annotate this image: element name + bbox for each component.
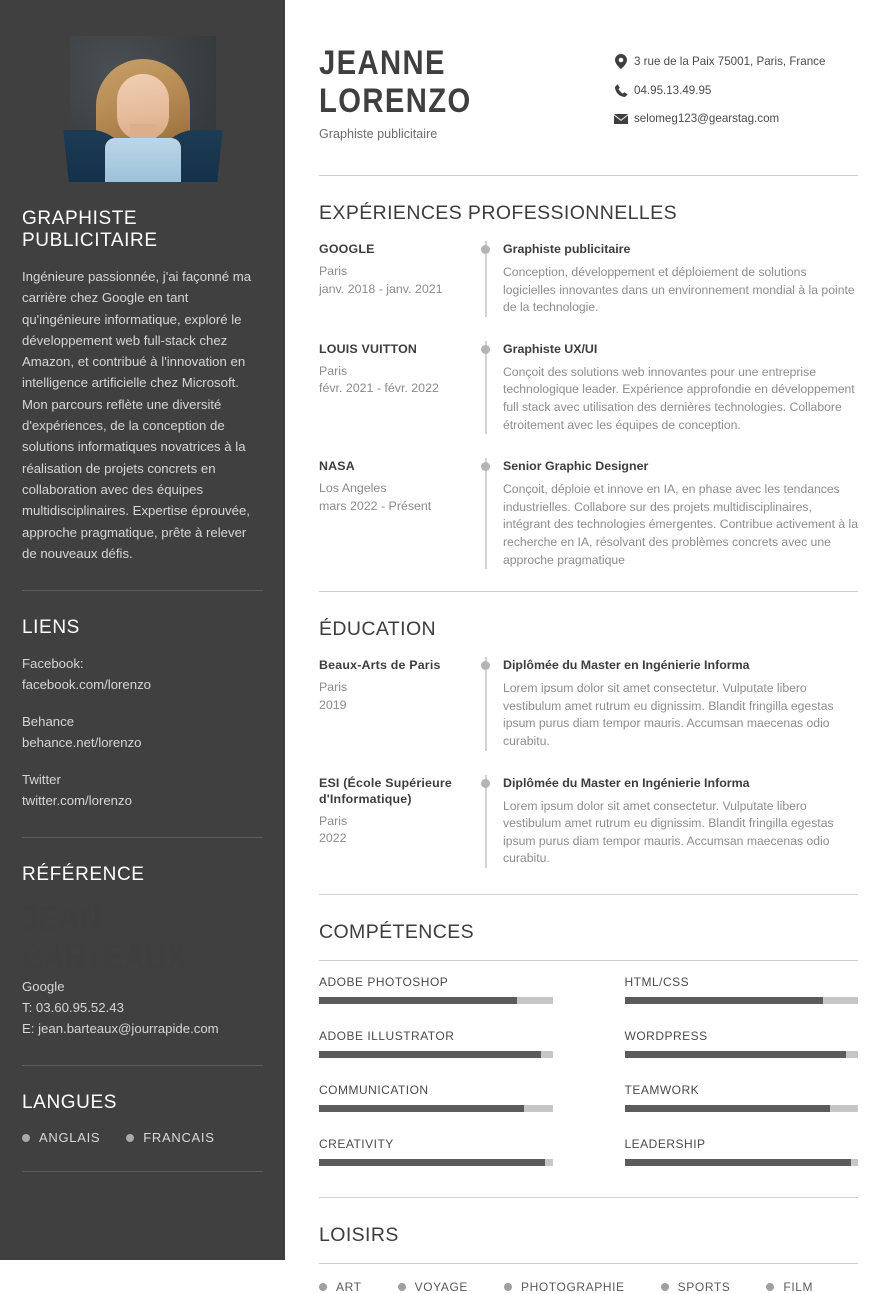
- experience-title: EXPÉRIENCES PROFESSIONNELLES: [319, 202, 677, 224]
- languages-list: [22, 1128, 263, 1145]
- experience-org: LOUIS VUITTON: [319, 341, 418, 356]
- reference-name: JEAN BARTEAUX: [22, 900, 187, 977]
- language-item: [22, 1130, 100, 1145]
- education-section: [319, 592, 858, 868]
- hobby-label: FILM: [783, 1279, 814, 1294]
- contact-address: 3 rue de la Paix 75001, Paris, France: [634, 55, 826, 68]
- contact-email: selomeg123@gearstag.com: [634, 112, 780, 125]
- skill-bar-fill: [319, 1051, 541, 1058]
- skill-bar-track: [625, 1159, 859, 1166]
- experience-city: Paris: [319, 363, 348, 378]
- experience-city: Los Angeles: [319, 481, 387, 496]
- education-org: ESI (École Supérieure d'Informatique): [319, 775, 452, 806]
- link-label: Facebook:: [22, 656, 84, 672]
- reference-company: Google: [22, 979, 65, 995]
- experience-role: Graphiste UX/UI: [503, 341, 598, 356]
- skill-bar-fill: [319, 1105, 524, 1112]
- skills-column-right: [625, 975, 859, 1191]
- timeline-marker: [471, 657, 501, 750]
- skill-item: [625, 1029, 859, 1058]
- skill-label: CREATIVITY: [319, 1136, 394, 1151]
- skill-item: [319, 1083, 553, 1112]
- link-item[interactable]: [22, 769, 263, 811]
- skill-label: TEAMWORK: [624, 1082, 700, 1097]
- hobby-item: [766, 1280, 813, 1294]
- experience-item: [319, 458, 858, 569]
- experience-dates: mars 2022 - Présent: [319, 498, 432, 513]
- contact-row-phone: [608, 84, 858, 97]
- experience-desc: Conception, développement et déploiement de solutions logicielles innovantes dans un environnement mondial à la pointe de la technologie.: [503, 265, 855, 315]
- timeline-marker: [471, 241, 501, 317]
- bullet-dot-icon: [766, 1283, 774, 1291]
- hobbies-list: [319, 1264, 858, 1294]
- link-value: twitter.com/lorenzo: [22, 793, 132, 809]
- skill-item: [625, 1137, 859, 1166]
- education-degree: Diplômée du Master en Ingénierie Informa: [503, 658, 750, 673]
- education-left: [319, 775, 471, 868]
- reference-email: E: jean.barteaux@jourrapide.com: [22, 1021, 219, 1037]
- hobby-item: [661, 1280, 731, 1294]
- contact-phone: 04.95.13.49.95: [634, 84, 712, 97]
- hobby-item: [398, 1280, 468, 1294]
- skill-bar-track: [319, 1051, 553, 1058]
- skill-bar-track: [319, 1159, 553, 1166]
- skill-bar-fill: [625, 1051, 847, 1058]
- link-item[interactable]: [22, 711, 263, 753]
- hobby-label: SPORTS: [677, 1279, 731, 1294]
- reference-phone: T: 03.60.95.52.43: [22, 1000, 124, 1016]
- experience-right: [501, 341, 858, 434]
- main-content: [285, 0, 894, 1294]
- experience-dates: févr. 2021 - févr. 2022: [319, 381, 439, 396]
- experience-role: Graphiste publicitaire: [503, 242, 631, 256]
- link-item[interactable]: [22, 653, 263, 695]
- experience-left: [319, 458, 471, 569]
- skill-label: HTML/CSS: [624, 974, 690, 989]
- skill-bar-track: [319, 1105, 553, 1112]
- education-city: Paris: [319, 813, 348, 828]
- hobbies-title: LOISIRS: [319, 1223, 399, 1246]
- contact-list: [608, 44, 858, 141]
- education-title: ÉDUCATION: [319, 618, 436, 641]
- reference-section: [22, 838, 263, 1039]
- skill-bar-fill: [625, 1105, 830, 1112]
- bullet-dot-icon: [398, 1283, 406, 1291]
- timeline-dot-icon: [481, 345, 490, 354]
- skill-bar-fill: [319, 997, 517, 1004]
- skill-label: ADOBE ILLUSTRATOR: [319, 1028, 455, 1043]
- education-right: [501, 657, 858, 750]
- skill-label: ADOBE PHOTOSHOP: [319, 974, 449, 989]
- languages-section: [22, 1066, 263, 1145]
- experience-item: [319, 241, 858, 317]
- timeline-marker: [471, 458, 501, 569]
- bullet-dot-icon: [319, 1283, 327, 1291]
- sidebar: [0, 0, 285, 1260]
- link-label: Behance: [22, 714, 75, 730]
- timeline-line: [485, 775, 487, 868]
- experience-right: [501, 241, 858, 317]
- experience-org: GOOGLE: [319, 242, 375, 256]
- skill-bar-fill: [319, 1159, 545, 1166]
- skills-grid: [319, 961, 858, 1191]
- link-value: behance.net/lorenzo: [22, 735, 142, 751]
- education-city: Paris: [319, 680, 348, 695]
- language-label: ANGLAIS: [39, 1130, 101, 1146]
- name-block: [319, 44, 496, 141]
- sidebar-divider-4: [22, 1171, 263, 1172]
- experience-org: NASA: [319, 459, 355, 474]
- skill-bar-track: [625, 1105, 859, 1112]
- education-item: [319, 657, 858, 750]
- reference-title: RÉFÉRENCE: [22, 864, 145, 886]
- experience-right: [501, 458, 858, 569]
- education-org: Beaux-Arts de Paris: [319, 658, 441, 673]
- timeline-line: [485, 458, 487, 569]
- skills-column-left: [319, 975, 553, 1191]
- bullet-dot-icon: [504, 1283, 512, 1291]
- phone-icon: [608, 84, 634, 97]
- skills-title: COMPÉTENCES: [319, 920, 475, 943]
- timeline-line: [485, 341, 487, 434]
- language-label: FRANCAIS: [143, 1130, 215, 1146]
- location-pin-icon: [608, 54, 634, 69]
- link-value: facebook.com/lorenzo: [22, 677, 152, 693]
- profile-text: Ingénieure passionnée, j'ai façonné ma carrière chez Google en tant qu'ingénieure informatique, exploré le développement web full-stack chez Amazon, et contribué à l'innovation en intelligence artificielle chez Microsoft. Mon parcours reflète une diversité d'expériences, de la conception de solutions informatiques novatrices à la réalisation de projets concrets en collaboration avec des équipes multidisciplinaires. Expertise éprouvée, approche pragmatique, prête à relever de nouveaux défis.: [22, 269, 252, 561]
- experience-item: [319, 341, 858, 434]
- hobby-item: [504, 1280, 625, 1294]
- hobby-label: PHOTOGRAPHIE: [521, 1279, 625, 1294]
- profile-photo-wrap: [22, 0, 263, 182]
- avatar: [70, 36, 216, 182]
- hobby-label: ART: [336, 1279, 362, 1294]
- skill-label: COMMUNICATION: [319, 1082, 429, 1097]
- skill-item: [319, 975, 553, 1004]
- contact-row-email: [608, 112, 858, 125]
- first-name: JEANNE: [319, 44, 446, 82]
- skill-item: [319, 1029, 553, 1058]
- links-section: [22, 591, 263, 811]
- contact-row-address: [608, 54, 858, 69]
- timeline-marker: [471, 341, 501, 434]
- hobby-label: VOYAGE: [414, 1279, 468, 1294]
- skill-item: [625, 1083, 859, 1112]
- skill-item: [319, 1137, 553, 1166]
- languages-title: LANGUES: [22, 1092, 118, 1114]
- education-dates: 2022: [319, 831, 347, 845]
- experience-left: [319, 341, 471, 434]
- timeline-line: [485, 657, 487, 750]
- skills-section: [319, 895, 858, 1191]
- skill-label: WORDPRESS: [624, 1028, 708, 1043]
- experience-desc: Conçoit, déploie et innove en IA, en phase avec les tendances industrielles. Collabore sur des projets multidisciplinaires, intégrant des technologies émergentes. Contribue activement à la recherche en IA, résolvant des problèmes concrets avec une approche pragmatique: [503, 482, 859, 567]
- bullet-dot-icon: [22, 1134, 30, 1142]
- education-degree: Diplômée du Master en Ingénierie Informa: [503, 775, 750, 790]
- skill-bar-fill: [625, 997, 823, 1004]
- header: [319, 0, 858, 141]
- profile-title: GRAPHISTE PUBLICITAIRE: [22, 208, 158, 251]
- envelope-icon: [608, 114, 634, 124]
- bullet-dot-icon: [126, 1134, 134, 1142]
- experience-desc: Conçoit des solutions web innovantes pour une entreprise technologique leader. Expérience approfondie en développement full stack avec utilisation des dernières technologies. Collabore étroitement avec les équipes de conception.: [503, 364, 855, 432]
- experience-city: Paris: [319, 264, 348, 278]
- education-dates: 2019: [319, 697, 347, 712]
- job-subtitle: Graphiste publicitaire: [319, 127, 438, 141]
- education-item: [319, 775, 858, 868]
- experience-dates: janv. 2018 - janv. 2021: [319, 281, 443, 296]
- timeline-marker: [471, 775, 501, 868]
- education-desc: Lorem ipsum dolor sit amet consectetur. Vulputate libero vestibulum amet rutrum eu dignissim. Blandit fringilla egestas ipsum purus diam tempor mauris. Accumsan maecenas odio curabitu.: [503, 681, 834, 748]
- hobbies-section: [319, 1198, 858, 1294]
- last-name: LORENZO: [319, 82, 472, 120]
- skill-bar-track: [625, 1051, 859, 1058]
- link-label: Twitter: [22, 772, 61, 788]
- bullet-dot-icon: [661, 1283, 669, 1291]
- education-right: [501, 775, 858, 868]
- timeline-dot-icon: [481, 779, 490, 788]
- skill-bar-track: [625, 997, 859, 1004]
- experience-section: [319, 176, 858, 569]
- skill-label: LEADERSHIP: [624, 1136, 706, 1151]
- timeline-dot-icon: [481, 661, 490, 670]
- hobby-item: [319, 1280, 362, 1294]
- timeline-dot-icon: [481, 245, 490, 254]
- education-desc: Lorem ipsum dolor sit amet consectetur. Vulputate libero vestibulum amet rutrum eu dignissim. Blandit fringilla egestas ipsum purus diam tempor mauris. Accumsan maecenas odio curabitu.: [503, 798, 834, 866]
- skill-bar-track: [319, 997, 553, 1004]
- links-title: LIENS: [22, 617, 80, 639]
- skill-bar-fill: [625, 1159, 851, 1166]
- experience-role: Senior Graphic Designer: [503, 459, 649, 474]
- education-left: [319, 657, 471, 750]
- experience-left: [319, 241, 471, 317]
- timeline-dot-icon: [481, 462, 490, 471]
- profile-section: [22, 182, 263, 564]
- language-item: [126, 1130, 214, 1145]
- skill-item: [625, 975, 859, 1004]
